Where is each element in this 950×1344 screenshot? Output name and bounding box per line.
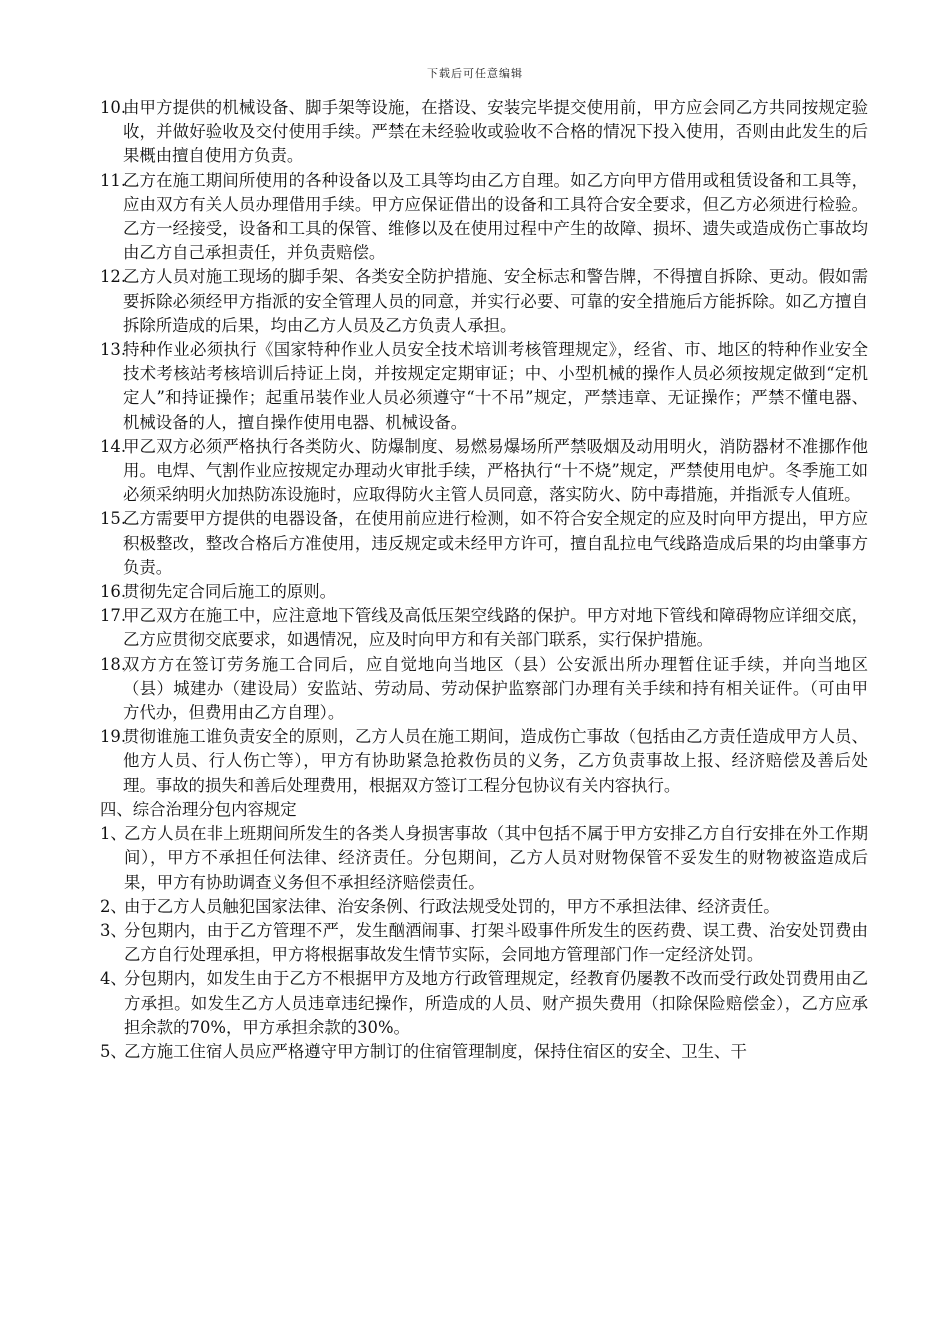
item-text: 贯彻先定合同后施工的原则。	[123, 582, 337, 602]
list-item	[100, 96, 868, 169]
item-number: 10.	[100, 98, 127, 117]
item-number: 5、	[100, 1041, 127, 1061]
list-item	[100, 169, 868, 266]
item-text: 分包期内，如发生由于乙方不根据甲方及地方行政管理规定，经教育仍屡教不改而受行政处罚费用由乙方承担。如发生乙方人员违章违纪操作，所造成的人员、财产损失费用（扣除保险赔偿金），乙方应承担余款的70%，甲方承担余款的30%。	[124, 969, 868, 1037]
item-number: 11.	[100, 170, 127, 190]
section-heading: 四、综合治理分包内容规定	[100, 799, 297, 819]
item-number: 4、	[100, 969, 127, 989]
item-number: 1、	[100, 824, 127, 844]
document-body	[100, 96, 868, 1064]
list-item	[100, 435, 868, 508]
item-number: 15.	[100, 509, 127, 529]
list-item	[100, 604, 868, 652]
list-item	[100, 822, 868, 895]
item-text: 乙方在施工期间所使用的各种设备以及工具等均由乙方自理。如乙方向甲方借用或租赁设备和工具等，应由双方有关人员办理借用手续。甲方应保证借出的设备和工具符合安全要求，但乙方必须进行检验。乙方一经接受，设备和工具的保管、维修以及在使用过程中产生的故障、损坏、遗失或造成伤亡事故均由乙方自己承担责任，并负责赔偿。	[123, 170, 868, 263]
item-number: 12.	[100, 267, 127, 287]
item-text: 特种作业必须执行《国家特种作业人员安全技术培训考核管理规定》，经省、市、地区的特种作业安全技术考核站考核培训后持证上岗，并按规定定期审证；中、小型机械的操作人员必须按规定做到“定机定人”和持证操作；起重吊装作业人员必须遵守“十不吊”规定，严禁违章、无证操作；严禁不懂电器、机械设备的人，擅自操作使用电器、机械设备。	[123, 340, 868, 432]
list-item	[100, 919, 868, 967]
item-number: 18.	[100, 654, 127, 674]
item-text: 贯彻谁施工谁负责安全的原则，乙方人员在施工期间，造成伤亡事故（包括由乙方责任造成甲方人员、他方人员、行人伤亡等），甲方有协助紧急抢救伤员的义务，乙方负责事故上报、经济赔偿及善后处理。事故的损失和善后处理费用，根据双方签订工程分包协议有关内容执行。	[123, 727, 868, 795]
item-number: 17.	[100, 606, 127, 626]
list-item	[100, 895, 868, 919]
item-text: 分包期内，由于乙方管理不严，发生酗酒闹事、打架斗殴事件所发生的医药费、误工费、治安处罚费由乙方自行处理承担，甲方将根据事故发生情节实际，会同地方管理部门作一定经济处罚。	[124, 920, 868, 965]
item-text: 乙方施工住宿人员应严格遵守甲方制订的住宿管理制度，保持住宿区的安全、卫生、干	[124, 1041, 747, 1061]
item-text: 甲乙双方必须严格执行各类防火、防爆制度、易燃易爆场所严禁吸烟及动用明火，消防器材不准挪作他用。电焊、气割作业应按规定办理动火审批手续，严格执行“十不烧”规定，严禁使用电炉。冬季施工如必须采纳明火加热防冻设施时，应取得防火主管人员同意，落实防火、防中毒措施，并指派专人值班。	[123, 436, 868, 505]
list-item	[100, 1040, 868, 1064]
item-number: 13.	[100, 340, 127, 360]
list-item	[100, 653, 868, 726]
item-number: 19.	[100, 727, 127, 747]
item-number: 14.	[100, 436, 127, 456]
item-text: 甲乙双方在施工中，应注意地下管线及高低压架空线路的保护。甲方对地下管线和障碍物应详细交底，乙方应贯彻交底要求，如遇情况，应及时向甲方和有关部门联系，实行保护措施。	[123, 606, 868, 650]
item-text: 由甲方提供的机械设备、脚手架等设施，在搭设、安装完毕提交使用前，甲方应会同乙方共同按规定验收，并做好验收及交付使用手续。严禁在未经验收或验收不合格的情况下投入使用，否则由此发生的后果概由擅自使用方负责。	[123, 98, 868, 166]
item-number: 2、	[100, 896, 127, 916]
list-item	[100, 338, 868, 435]
list-item	[100, 507, 868, 580]
item-number: 16.	[100, 582, 127, 602]
item-text: 乙方人员在非上班期间所发生的各类人身损害事故（其中包括不属于甲方安排乙方自行安排在外工作期间），甲方不承担任何法律、经济责任。分包期间，乙方人员对财物保管不妥发生的财物被盗造成后果，甲方有协助调查义务但不承担经济赔偿责任。	[124, 824, 868, 892]
item-text: 由于乙方人员触犯国家法律、治安条例、行政法规受处罚的，甲方不承担法律、经济责任。	[124, 896, 780, 916]
item-number: 3、	[100, 920, 127, 940]
item-text: 乙方人员对施工现场的脚手架、各类安全防护措施、安全标志和警告牌，不得擅自拆除、更动。假如需要拆除必须经甲方指派的安全管理人员的同意，并实行必要、可靠的安全措施后方能拆除。如乙方擅自拆除所造成的后果，均由乙方人员及乙方负责人承担。	[123, 267, 868, 335]
item-text: 双方方在签订劳务施工合同后，应自觉地向当地区（县）公安派出所办理暂住证手续，并向当地区（县）城建办（建设局）安监站、劳动局、劳动保护监察部门办理有关手续和持有相关证件。（可由甲方代办，但费用由乙方自理）。	[123, 654, 868, 723]
list-item	[100, 265, 868, 338]
list-item	[100, 967, 868, 1040]
list-item	[100, 580, 868, 604]
list-item	[100, 725, 868, 798]
item-text: 乙方需要甲方提供的电器设备，在使用前应进行检测，如不符合安全规定的应及时向甲方提出，甲方应积极整改，整改合格后方准使用，违反规定或未经甲方许可，擅自乱拉电气线路造成后果的均由肇事方负责。	[123, 509, 868, 577]
page-header: 下载后可任意编辑	[427, 67, 523, 80]
